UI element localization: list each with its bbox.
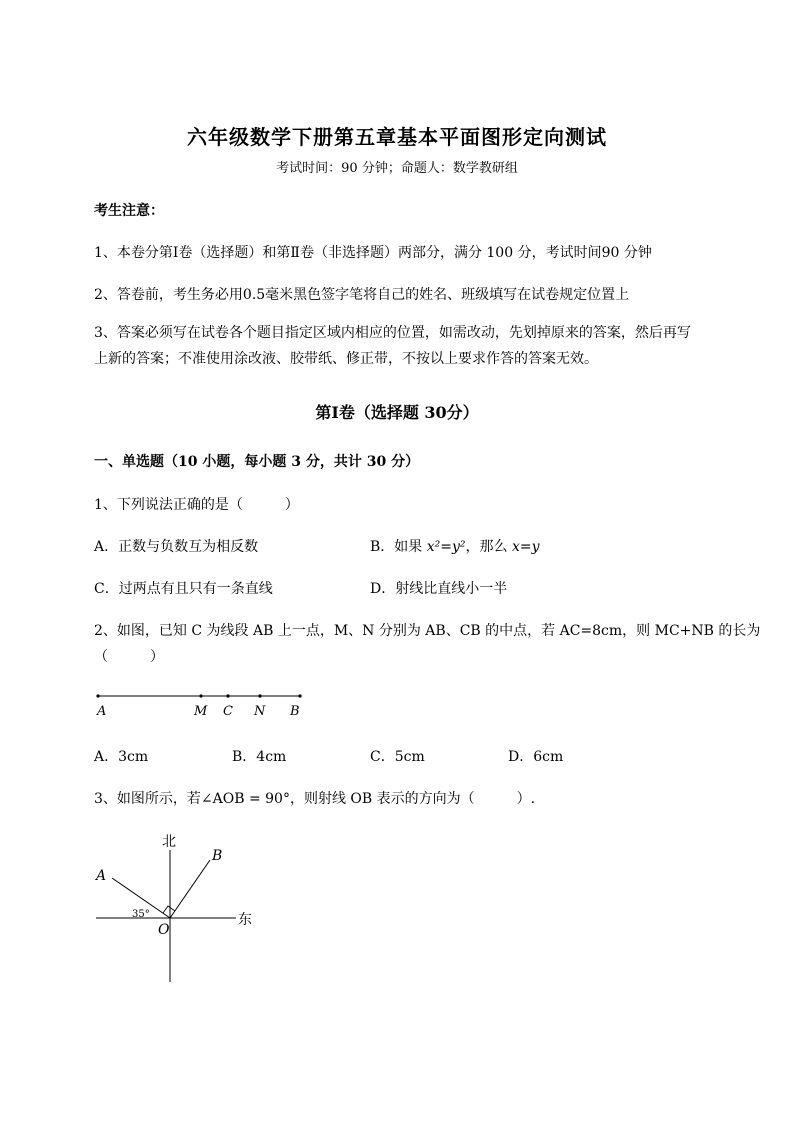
question-2-option-c: C．5cm xyxy=(370,749,425,765)
section-title: 第Ⅰ卷（选择题 30分） xyxy=(315,403,479,422)
question-2-option-a: A．3cm xyxy=(94,749,149,765)
line-segment-figure xyxy=(90,684,320,724)
question-2-stem: 2、如图，已知 C 为线段 AB 上一点，M、N 分别为 AB、CB 的中点，若 AC=8cm，则 MC+NB 的长为 xyxy=(94,623,761,639)
question-1-option-c: C．过两点有且只有一条直线 xyxy=(94,581,273,597)
label-east: 东 xyxy=(238,912,252,928)
notice-item-2: 2、答卷前，考生务必用0.5毫米黑色签字笔将自己的姓名、班级填写在试卷规定位置上 xyxy=(94,287,630,303)
label-north: 北 xyxy=(162,834,176,850)
notice-item-3: 3、答案必须写在试卷各个题目指定区域内相应的位置，如需改动，先划掉原来的答案，然后再写上新的答案；不准使用涂改液、胶带纸、修正带，不按以上要求作答的答案无效。 xyxy=(94,325,691,367)
question-2-stem-line2: （ ） xyxy=(94,649,164,665)
right-angle-marker xyxy=(163,906,175,913)
label-c: C xyxy=(223,704,233,719)
option-b-equation-1: x²=y² xyxy=(426,539,466,555)
question-1-option-d: D．射线比直线小一半 xyxy=(370,581,508,597)
notice-heading: 考生注意： xyxy=(94,203,164,219)
label-angle-35: 35° xyxy=(132,909,150,920)
question-3-stem: 3、如图所示，若∠AOB = 90°，则射线 OB 表示的方向为（ ）. xyxy=(94,791,536,807)
point-m xyxy=(199,694,202,697)
point-c xyxy=(226,694,229,697)
page-title: 六年级数学下册第五章基本平面图形定向测试 xyxy=(187,125,607,149)
point-b xyxy=(298,694,301,697)
label-b: B xyxy=(212,848,223,864)
label-b: B xyxy=(290,704,300,719)
exam-subtitle: 考试时间：90 分钟；命题人：数学教研组 xyxy=(276,161,518,176)
point-a xyxy=(96,694,99,697)
option-b-equation-2: x=y xyxy=(511,539,540,555)
part-heading: 一、单选题（10 小题，每小题 3 分，共计 30 分） xyxy=(94,454,420,470)
label-m: M xyxy=(194,704,208,719)
direction-figure xyxy=(90,830,270,990)
question-2-option-b: B．4cm xyxy=(232,749,287,765)
question-1-stem: 1、下列说法正确的是（ ） xyxy=(94,497,299,513)
question-2-option-d: D．6cm xyxy=(508,749,564,765)
label-a: A xyxy=(97,704,107,719)
label-o: O xyxy=(158,922,170,938)
notice-item-1: 1、本卷分第Ⅰ卷（选择题）和第Ⅱ卷（非选择题）两部分，满分 100 分，考试时间90 分钟 xyxy=(94,245,652,261)
label-a: A xyxy=(96,868,107,884)
label-n: N xyxy=(254,704,266,719)
question-1-option-b xyxy=(370,536,540,556)
question-1-option-a: A．正数与负数互为相反数 xyxy=(94,539,259,555)
option-b-mid: ，那么 xyxy=(465,539,512,555)
option-b-prefix: B．如果 xyxy=(370,539,427,555)
point-n xyxy=(258,694,261,697)
ray-ob xyxy=(170,860,210,918)
